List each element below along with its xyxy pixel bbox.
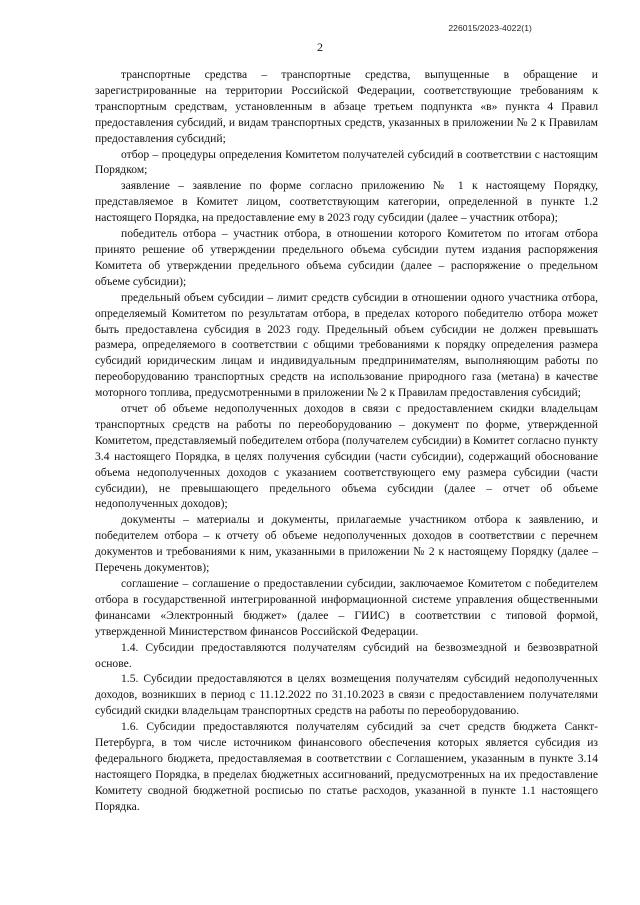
paragraph-limit-definition: предельный объем субсидии – лимит средств субсидии в отношении одного участника отбора, определяемый Комитетом по результатам отбора, в пределах которого победителю отбора может быть предоставлена субсидия в 2023 году. Предельный объем субсидии не должен превышать размера, определяемого в соответствии с общими требованиями к порядку определения размера субсидий юридическим лицам и индивидуальным предпринимателям, выполняющим работы по переоборудованию транспортных средств на использование природного газа (метана) в качестве моторного топлива, предусмотренными в приложении № 2 к Правилам предоставления субсидий; [95,290,598,400]
paragraph-documents-definition: документы – материалы и документы, прилагаемые участником отбора к заявлению, и победителем отбора – к отчету об объеме недополученных доходов в соответствии с перечнем документов и требованиями к ним, указанными в приложении № 2 к настоящему Порядку (далее – Перечень документов); [95,513,598,575]
paragraph-section-1-6: 1.6. Субсидии предоставляются получателям субсидий за счет средств бюджета Санкт-Петербурга, в том числе источником финансового обеспечения которых является субсидия из федерального бюджета, предоставляемая в соответствии с Соглашением, указанным в пункте 3.14 настоящего Порядка, в пределах бюджетных ассигнований, предусмотренных на их предоставление Комитету сводной бюджетной росписью по статье расходов, указанной в пункте 1.1 настоящего Порядка. [95,720,598,813]
paragraph-report-definition: отчет об объеме недополученных доходов в связи с предоставлением скидки владельцам транспортных средств на работы по переоборудованию – документ по форме, утвержденной Комитетом, представляемый победителем отбора (получателем субсидии) в Комитет согласно пункту 3.4 настоящего Порядка, в целях получения субсидии (части субсидии), содержащий обоснование объема недополученных доходов с указанием соответствующего ему размера субсидии (части субсидии), не превышающего предельного объема субсидии (далее – отчет об объеме недополученных доходов); [95,402,598,511]
paragraph-transport-definition: транспортные средства – транспортные средства, выпущенные в обращение и зарегистрированные на территории Российской Федерации, соответствующие требованиям к транспортным средствам, установленным в абзаце третьем подпункта «в» пункта 4 Правил предоставления субсидий, и видам транспортных средств, указанных в приложении № 2 к Правилам предоставления субсидий; [95,68,598,145]
paragraph-selection-definition: отбор – процедуры определения Комитетом получателей субсидий в соответствии с настоящим Порядком; [95,147,598,177]
paragraph-section-1-5: 1.5. Субсидии предоставляются в целях возмещения получателям субсидий недополученных доходов, возникших в период с 11.12.2022 по 31.10.2023 в связи с предоставлением получателями субсидий скидки владельцам транспортных средств на работы по переоборудованию. [95,672,598,718]
paragraph-section-1-4: 1.4. Субсидии предоставляются получателям субсидий на безвозмездной и безвозвратной основе. [95,640,598,670]
page-number: 2 [317,40,323,54]
paragraph-winner-definition: победитель отбора – участник отбора, в отношении которого Комитетом по итогам отбора принято решение об утверждении предельного объема субсидии путем издания распоряжения Комитета об утверждении предельного объема субсидии (далее – распоряжение о предельном объеме субсидии); [95,227,598,288]
document-body [95,67,598,815]
paragraph-application-definition: заявление – заявление по форме согласно приложению № 1 к настоящему Порядку, представляемое в Комитет лицом, соответствующим категории, определенной в пункте 1.2 настоящего Порядка, на предоставление ему в 2023 году субсидии (далее – участник отбора); [95,179,598,225]
paragraph-agreement-definition: соглашение – соглашение о предоставлении субсидии, заключаемое Комитетом с победителем отбора в государственной интегрированной информационной системе управления общественными финансами «Электронный бюджет» (далее – ГИИС) в соответствии с типовой формой, утвержденной Министерством финансов Российской Федерации. [95,577,598,638]
document-id: 226015/2023-4022(1) [448,23,532,33]
